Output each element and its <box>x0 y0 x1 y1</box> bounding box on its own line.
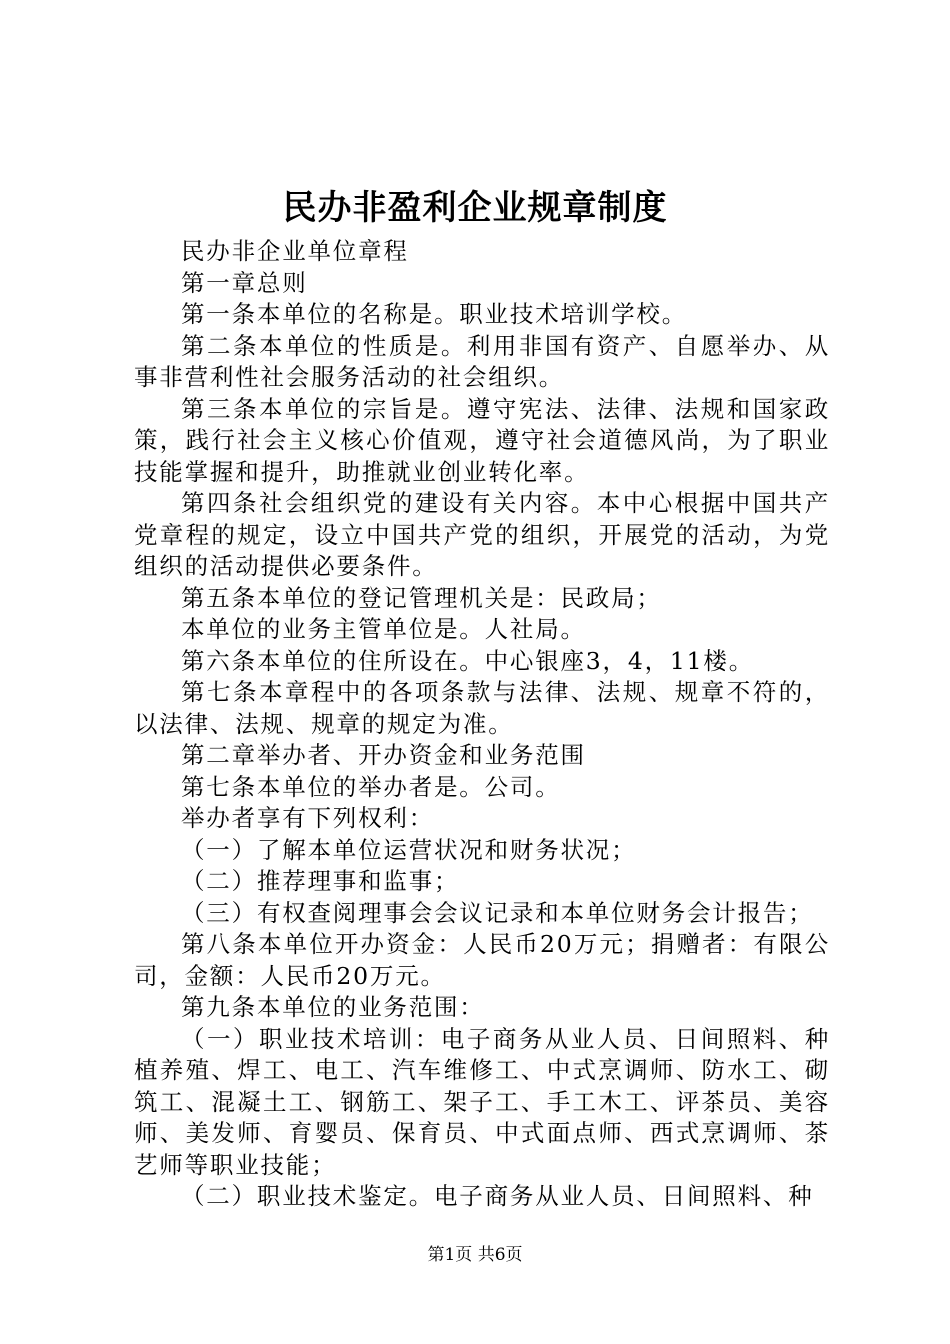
paragraph: （三）有权查阅理事会会议记录和本单位财务会计报告； <box>181 898 814 927</box>
paragraph: 第三条本单位的宗旨是。遵守宪法、法律、法规和国家政策，践行社会主义核心价值观，遵守社会道德风尚，为了职业技能掌握和提升，助推就业创业转化率。 <box>134 394 830 486</box>
paragraph: 民办非企业单位章程 <box>181 237 409 265</box>
paragraph: （二）推荐理事和监事； <box>181 867 460 895</box>
paragraph: （二）职业技术鉴定。电子商务从业人员、日间照料、种 <box>181 1182 814 1210</box>
paragraph: 本单位的业务主管单位是。人社局。 <box>181 615 586 643</box>
paragraph: 第四条社会组织党的建设有关内容。本中心根据中国共产党章程的规定，设立中国共产党的组织，开展党的活动，为党组织的活动提供必要条件。 <box>134 489 830 580</box>
document-title: 民办非盈利企业规章制度 <box>282 188 668 228</box>
paragraph: 第六条本单位的住所设在。中心银座3，4，11楼。 <box>181 646 755 675</box>
paragraph: （一）了解本单位运营状况和财务状况； <box>181 835 637 864</box>
paragraph: 第八条本单位开办资金：人民币20万元；捐赠者：有限公司，金额：人民币20万元。 <box>134 930 830 990</box>
paragraph: 第二章举办者、开办资金和业务范围 <box>181 741 586 769</box>
document-body <box>134 236 830 1213</box>
paragraph: 第九条本单位的业务范围： <box>181 993 485 1021</box>
paragraph: 举办者享有下列权利： <box>181 804 434 832</box>
paragraph: 第五条本单位的登记管理机关是：民政局； <box>181 583 662 612</box>
paragraph: 第七条本单位的举办者是。公司。 <box>181 772 561 801</box>
paragraph: （一）职业技术培训：电子商务从业人员、日间照料、种植养殖、焊工、电工、汽车维修工、中式烹调师、防水工、砌筑工、混凝土工、钢筋工、架子工、手工木工、评茶员、美容师、美发师、育婴员、保育员、中式面点师、西式烹调师、茶艺师等职业技能； <box>134 1024 830 1179</box>
paragraph: 第一条本单位的名称是。职业技术培训学校。 <box>181 300 687 328</box>
page-footer: 第1页 共6页 <box>427 1245 523 1265</box>
paragraph: 第二条本单位的性质是。利用非国有资产、自愿举办、从事非营利性社会服务活动的社会组织。 <box>134 331 830 391</box>
paragraph: 第七条本章程中的各项条款与法律、法规、规章不符的，以法律、法规、规章的规定为准。 <box>134 678 830 738</box>
paragraph: 第一章总则 <box>181 268 308 297</box>
